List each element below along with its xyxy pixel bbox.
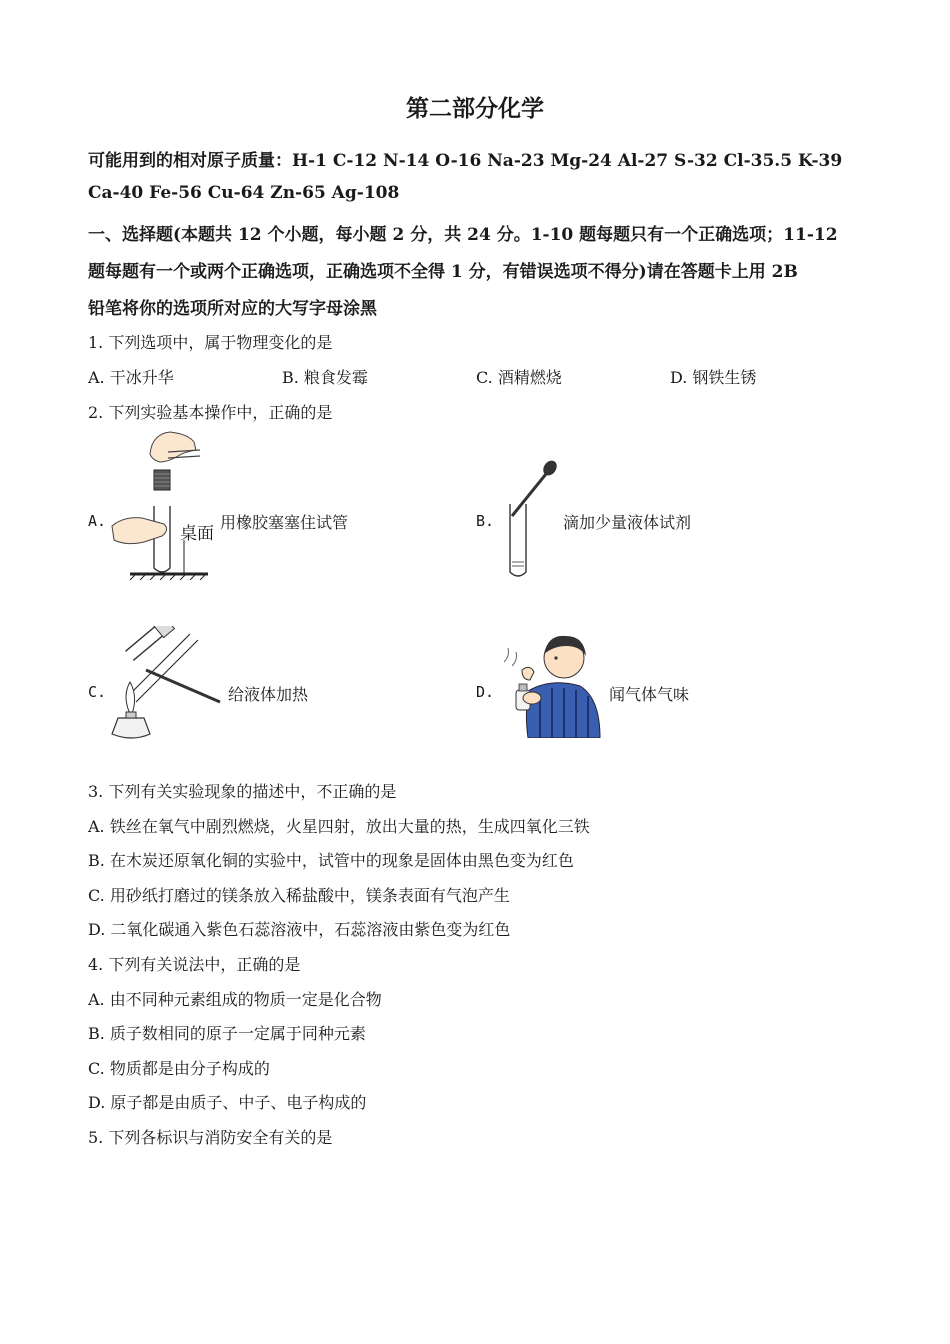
stopper-test-tube-icon (108, 428, 213, 580)
q4-option-c: C. 物质都是由分子构成的 (88, 1059, 270, 1078)
q1-option-c: C. 酒精燃烧 (476, 368, 562, 387)
heating-test-tube-icon (104, 626, 226, 742)
q3-option-c: C. 用砂纸打磨过的镁条放入稀盐酸中，镁条表面有气泡产生 (88, 886, 510, 905)
atomic-mass-line-1: 可能用到的相对原子质量：H-1 C-12 N-14 O-16 Na-23 Mg-24 Al-27 S-32 Cl-35.5 K-39 (88, 151, 843, 171)
q2-option-b-caption: 滴加少量液体试剂 (563, 513, 692, 532)
q4-stem: 4. 下列有关说法中，正确的是 (88, 955, 301, 974)
q1-option-a: A. 干冰升华 (88, 368, 174, 387)
instructions-line-3: 铅笔将你的选项所对应的大写字母涂黑 (88, 299, 377, 319)
q4-option-d: D. 原子都是由质子、中子、电子构成的 (88, 1093, 367, 1112)
instructions-line-2: 题每题有一个或两个正确选项，正确选项不全得 1 分，有错误选项不得分)请在答题卡上用 2B (88, 262, 798, 282)
q1-option-b: B. 粮食发霉 (282, 368, 368, 387)
desk-label: 桌面 (180, 524, 214, 544)
q3-option-b: B. 在木炭还原氧化铜的实验中，试管中的现象是固体由黑色变为红色 (88, 851, 574, 870)
q2-option-d-caption: 闻气体气味 (609, 685, 690, 704)
q1-option-d: D. 钢铁生锈 (670, 368, 757, 387)
q2-option-c-letter: C. (88, 683, 107, 701)
q2-stem: 2. 下列实验基本操作中，正确的是 (88, 403, 333, 422)
q4-option-a: A. 由不同种元素组成的物质一定是化合物 (88, 990, 382, 1009)
atomic-mass-line-2: Ca-40 Fe-56 Cu-64 Zn-65 Ag-108 (88, 183, 400, 203)
q3-stem: 3. 下列有关实验现象的描述中，不正确的是 (88, 782, 397, 801)
q3-option-d: D. 二氧化碳通入紫色石蕊溶液中，石蕊溶液由紫色变为红色 (88, 920, 511, 939)
q2-option-a-caption: 用橡胶塞塞住试管 (220, 513, 349, 532)
q2-option-b-letter: B. (476, 512, 495, 530)
dropper-test-tube-icon (500, 458, 562, 582)
q5-stem: 5. 下列各标识与消防安全有关的是 (88, 1128, 333, 1147)
q2-option-d-letter: D. (476, 683, 495, 701)
q3-option-a: A. 铁丝在氧气中剧烈燃烧，火星四射，放出大量的热，生成四氧化三铁 (88, 817, 590, 836)
q4-option-b: B. 质子数相同的原子一定属于同种元素 (88, 1024, 366, 1043)
q1-stem: 1. 下列选项中，属于物理变化的是 (88, 333, 333, 352)
instructions-line-1: 一、选择题(本题共 12 个小题，每小题 2 分，共 24 分。1-10 题每题只有一个正确选项；11-12 (88, 225, 838, 245)
smelling-gas-boy-icon (500, 628, 604, 738)
section-title: 第二部分化学 (406, 95, 544, 122)
q2-option-c-caption: 给液体加热 (228, 685, 309, 704)
q2-option-a-letter: A. (88, 512, 107, 530)
